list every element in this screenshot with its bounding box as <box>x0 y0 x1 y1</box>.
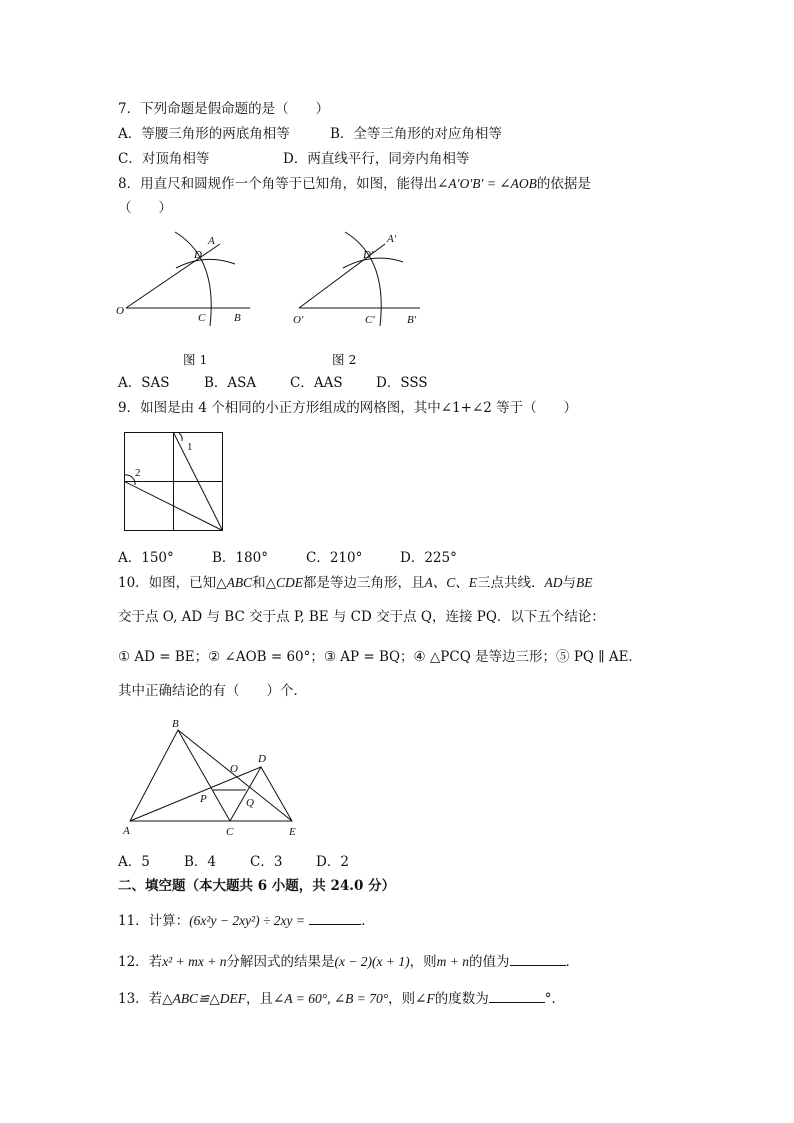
angle-2-arc <box>125 475 135 485</box>
q7-option-b[interactable]: B．全等三角形的对应角相等 <box>330 126 502 142</box>
q7-option-d[interactable]: D．两直线平行，同旁内角相等 <box>283 151 470 167</box>
label-a: A <box>208 235 215 247</box>
q11-expression: (6x²y − 2xy²) ÷ 2xy = <box>189 913 305 928</box>
q9-option-a[interactable]: A．150° <box>118 550 174 566</box>
label-o2: O′ <box>293 314 304 326</box>
label-b: B <box>172 718 179 730</box>
section-2-title: 二、填空题（本大题共 6 小题，共 24.0 分） <box>118 878 396 894</box>
label-b: B <box>234 312 241 324</box>
triangle-abc <box>130 730 230 821</box>
q9-option-b[interactable]: B．180° <box>212 550 268 566</box>
ray-oa <box>126 244 220 308</box>
q9-grid-figure <box>124 432 224 532</box>
q10-option-b[interactable]: B．4 <box>184 854 217 870</box>
q8-fig2-caption: 图 2 <box>332 352 357 367</box>
q13: 13．若△ABC≌△DEF，且∠A = 60°, ∠B = 70°，则∠F的度数为 °． <box>118 988 565 1008</box>
label-a2: A′ <box>387 233 397 245</box>
label-p: P <box>200 793 207 805</box>
angle-1-label: 1 <box>187 441 193 453</box>
angle-1-arc <box>179 433 182 441</box>
triangle-cde <box>230 767 292 821</box>
q8-option-a[interactable]: A．SAS <box>118 375 170 391</box>
q10-line4: 其中正确结论的有（ ）个． <box>118 683 307 699</box>
q10-option-a[interactable]: A．5 <box>118 854 150 870</box>
label-c: C <box>198 312 206 324</box>
arc-cd <box>175 232 211 326</box>
q12-answer-blank[interactable] <box>510 951 566 966</box>
label-d: D <box>258 753 266 765</box>
segment-ad <box>130 767 261 821</box>
q8-options <box>118 374 428 392</box>
label-o: O <box>230 763 238 775</box>
label-e: E <box>289 826 296 838</box>
q8-figure-2 <box>285 228 435 328</box>
q9-stem: 9．如图是由 4 个相同的小正方形组成的网格图，其中∠1+∠2 等于（ ） <box>118 400 578 416</box>
label-c2: C′ <box>365 314 375 326</box>
q9-option-c[interactable]: C．210° <box>306 550 363 566</box>
q11-answer-blank[interactable] <box>309 910 361 925</box>
q7-stem: 7．下列命题是假命题的是（ ） <box>118 101 330 117</box>
q12: 12．若x² + mx + n分解因式的结果是(x − 2)(x + 1)，则m + n的值为 ． <box>118 951 579 971</box>
segment-be <box>178 730 292 821</box>
q8-figure-1 <box>110 228 260 328</box>
q7-option-c[interactable]: C．对顶角相等 <box>118 151 210 167</box>
label-a: A <box>123 825 130 837</box>
label-q: Q <box>246 797 254 809</box>
label-o: O <box>116 305 124 317</box>
label-d: D <box>194 249 202 261</box>
q8-stem: 8．用直尺和圆规作一个角等于已知角，如图，能得出∠A′O′B′ = ∠AOB的依据是 <box>118 176 591 192</box>
angle-2-label: 2 <box>135 467 141 479</box>
q10-line2: 交于点 O, AD 与 BC 交于点 P, BE 与 CD 交于点 Q，连接 PQ．以下五个结论： <box>118 609 605 625</box>
q9-options <box>118 549 457 567</box>
label-c: C <box>226 826 234 838</box>
label-b2: B′ <box>407 314 417 326</box>
q8-option-b[interactable]: B．ASA <box>204 375 257 391</box>
q9-option-d[interactable]: D．225° <box>400 550 457 566</box>
q8-option-d[interactable]: D．SSS <box>376 375 428 391</box>
q7-options-row2 <box>118 150 469 168</box>
q8-math: ∠A′O′B′ = ∠AOB <box>437 176 537 191</box>
q8-option-c[interactable]: C．AAS <box>290 375 343 391</box>
q7-option-a[interactable]: A．等腰三角形的两底角相等 <box>118 126 290 142</box>
label-d2: D′ <box>363 249 374 261</box>
q7-options-row1 <box>118 125 502 143</box>
q10-line3: ① AD = BE；② ∠AOB = 60°；③ AP = BQ；④ △PCQ 是等边三形；⑤ PQ ∥ AE． <box>118 649 642 665</box>
q8-paren: （ ） <box>118 200 172 216</box>
arc-small <box>176 259 235 268</box>
q8-fig1-caption: 图 1 <box>183 352 208 367</box>
q10-option-c[interactable]: C．3 <box>250 854 283 870</box>
q10-line1: 10．如图，已知△ABC和△CDE都是等边三角形，且A、C、E三点共线．AD与BE <box>118 575 593 591</box>
q11: 11．计算：(6x²y − 2xy²) ÷ 2xy = ． <box>118 910 375 930</box>
q10-options <box>118 853 349 871</box>
q10-option-d[interactable]: D．2 <box>316 854 349 870</box>
q13-answer-blank[interactable] <box>489 988 545 1003</box>
arc-c2d2 <box>345 232 381 326</box>
q10-triangle-figure <box>118 714 318 844</box>
